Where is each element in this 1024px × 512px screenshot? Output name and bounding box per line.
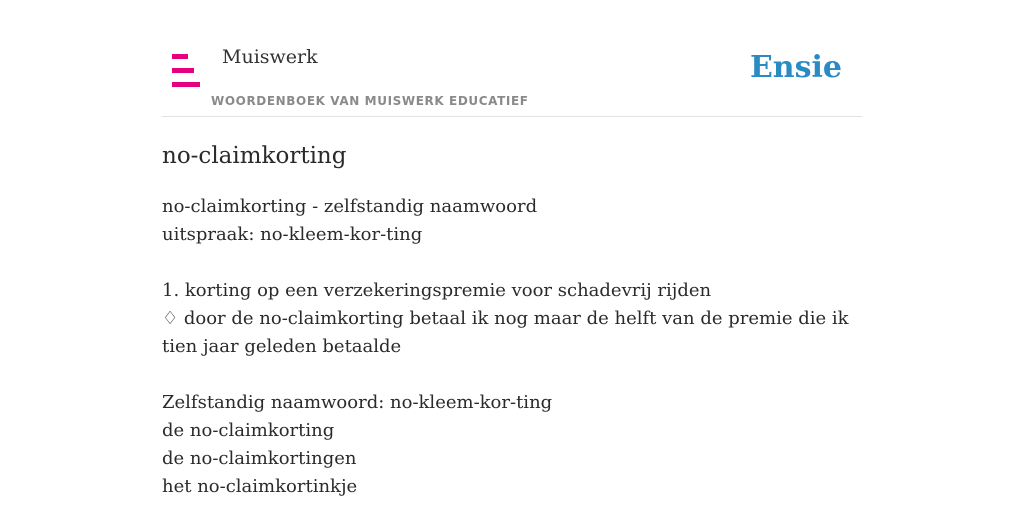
site-header	[162, 0, 862, 117]
spacer	[162, 361, 862, 389]
word-form: de no-claimkortingen	[162, 448, 357, 469]
word-form: de no-claimkorting	[162, 420, 335, 441]
definition-head: no-claimkorting - zelfstandig naamwoord	[162, 196, 538, 217]
brand-subtitle: WOORDENBOEK VAN MUISWERK EDUCATIEF	[211, 94, 529, 108]
spacer	[162, 249, 862, 277]
pronunciation: uitspraak: no-kleem-kor-ting	[162, 224, 423, 245]
grammar-head: Zelfstandig naamwoord: no-kleem-kor-ting	[162, 392, 553, 413]
ensie-logo[interactable]: Ensie	[749, 50, 842, 85]
word-form: het no-claimkortinkje	[162, 476, 358, 497]
example-sentence: ♢ door de no-claimkorting betaal ik nog maar de helft van de premie die ik tien jaar geleden betaalde	[162, 308, 849, 357]
muiswerk-logo-icon[interactable]	[172, 54, 200, 88]
brand-name[interactable]: Muiswerk	[222, 46, 318, 68]
page-title: no-claimkorting	[162, 143, 347, 169]
entry-body	[162, 193, 862, 501]
page-container	[162, 0, 862, 501]
meaning: 1. korting op een verzekeringspremie voor schadevrij rijden	[162, 280, 712, 301]
